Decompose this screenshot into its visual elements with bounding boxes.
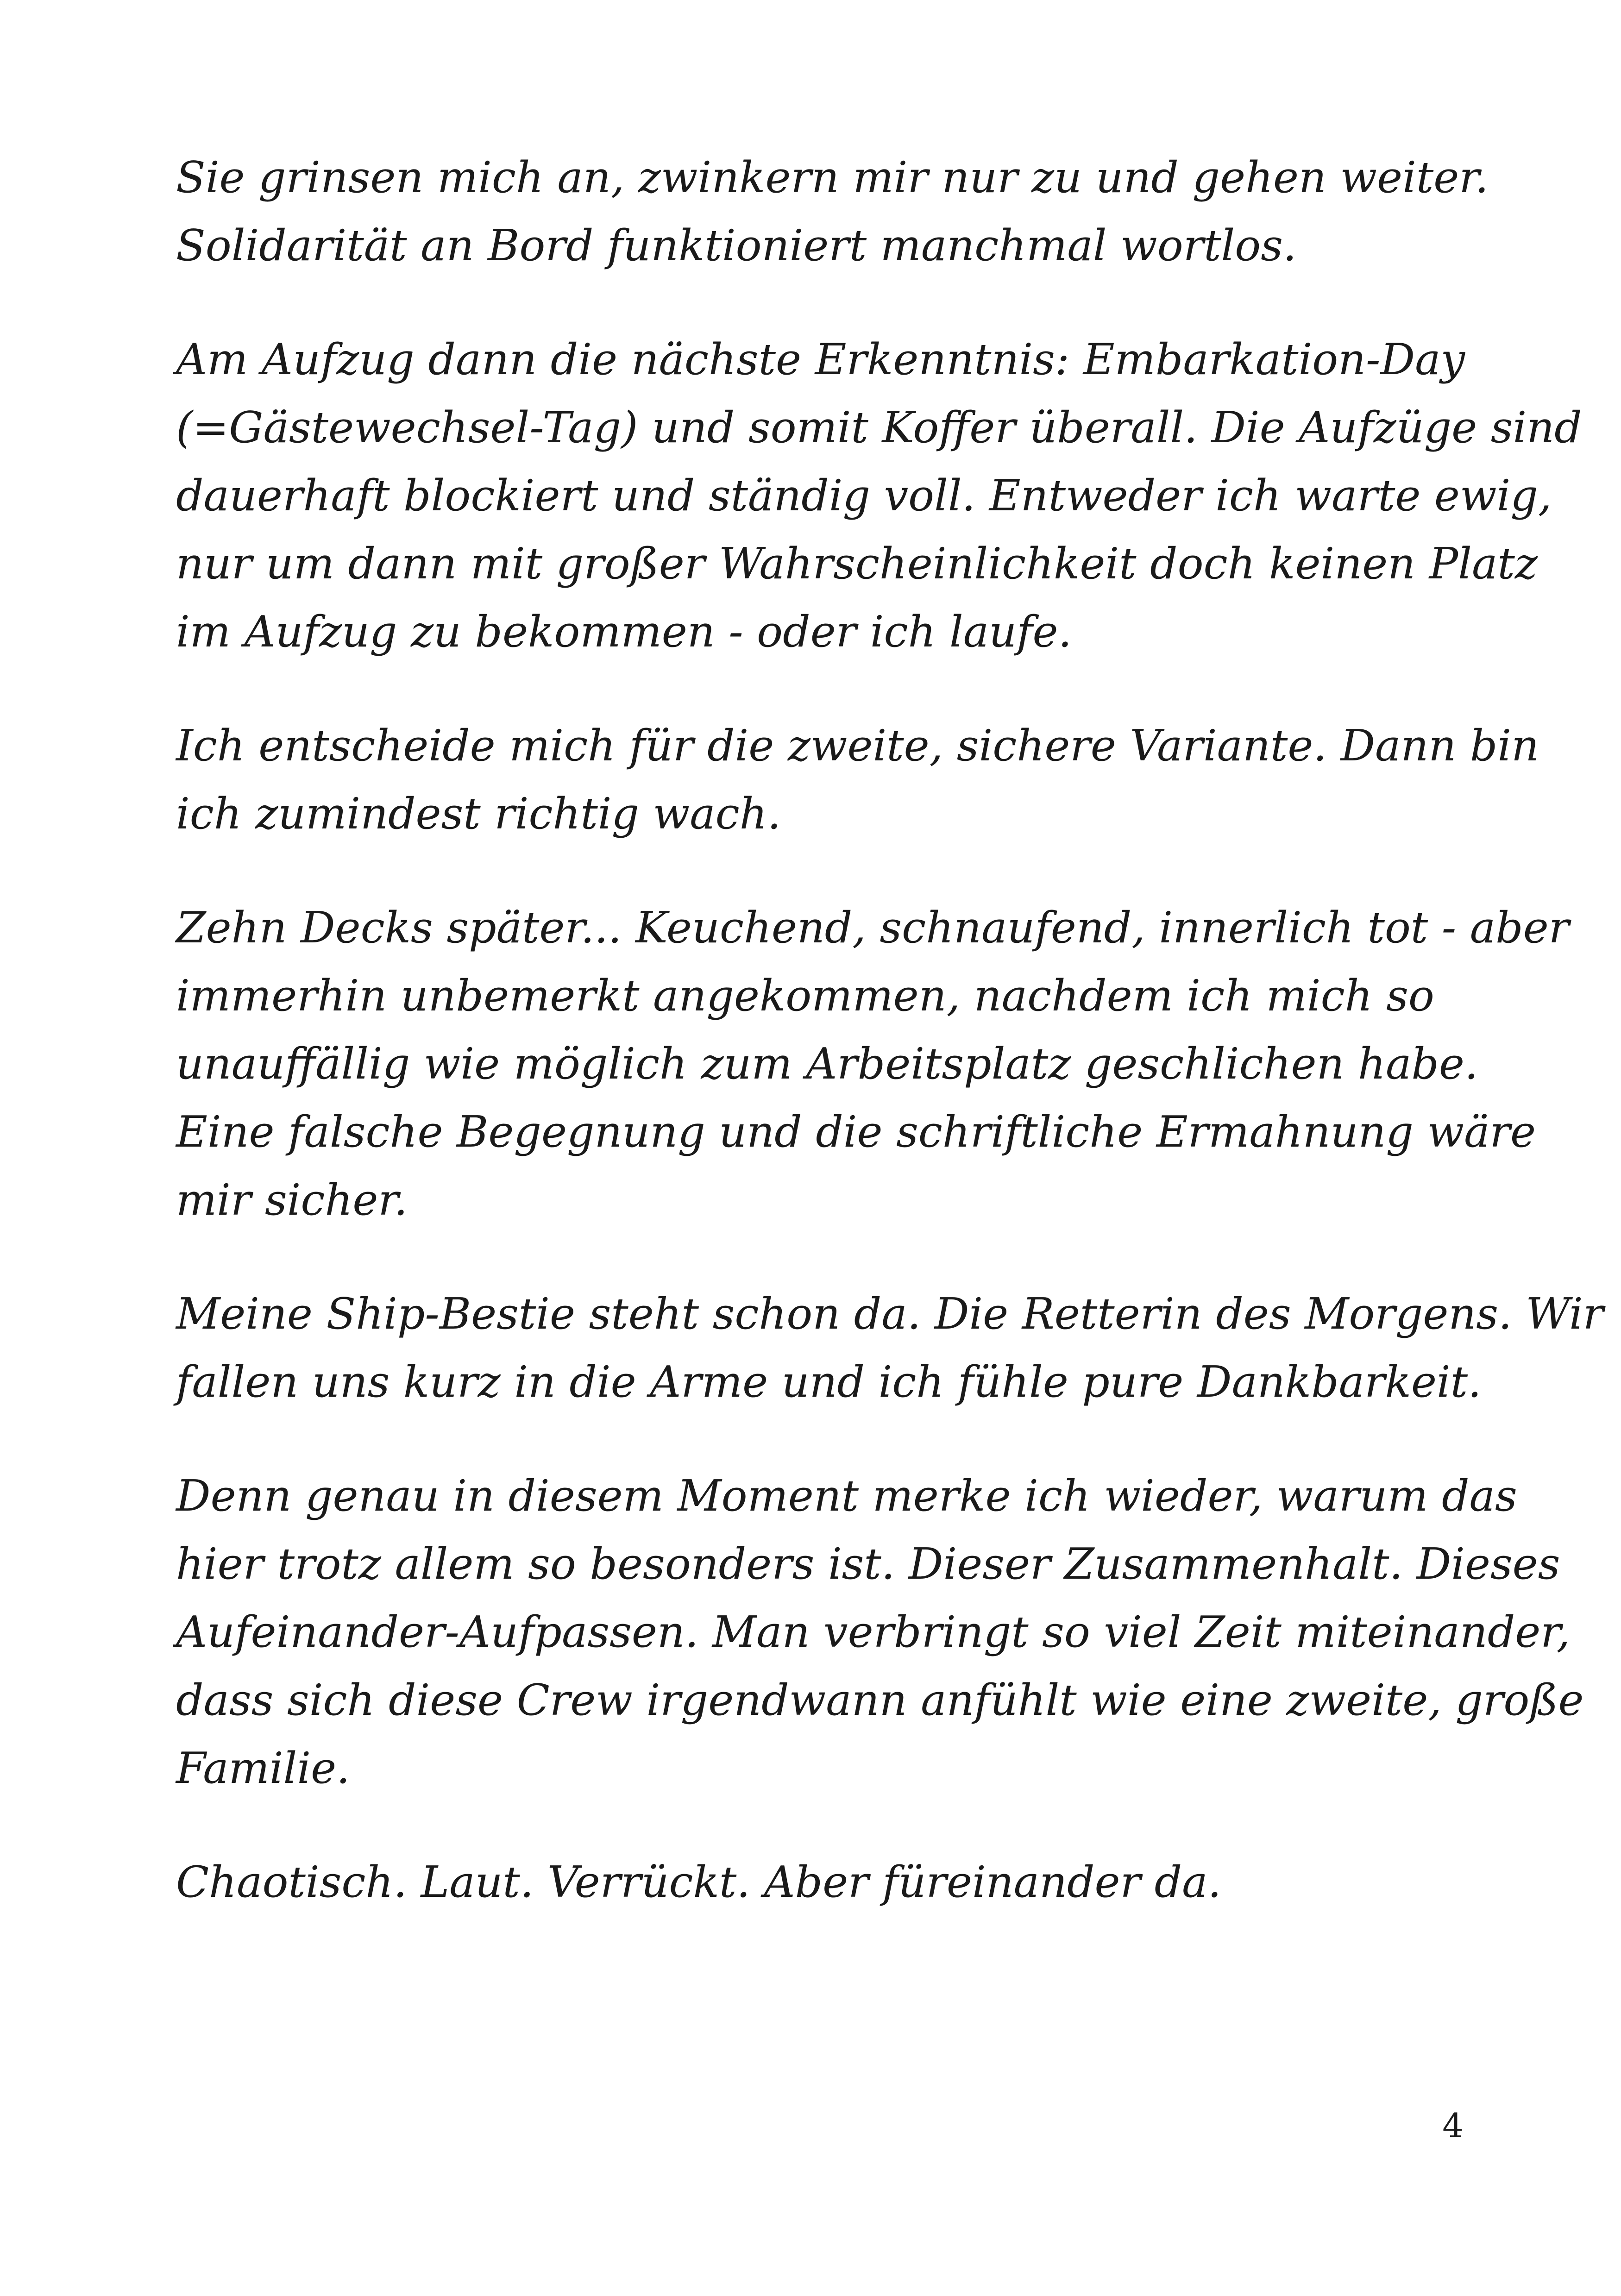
text-line: unauffällig wie möglich zum Arbeitsplatz geschlichen habe. [176, 1039, 1478, 1089]
text-line: immerhin unbemerkt angekommen, nachdem ich mich so [176, 971, 1434, 1021]
text-line: dauerhaft blockiert und ständig voll. Entweder ich warte ewig, [176, 470, 1552, 521]
paragraph [176, 144, 1489, 280]
text-line: nur um dann mit großer Wahrscheinlichkeit doch keinen Platz [176, 539, 1538, 589]
paragraph [176, 1280, 1604, 1416]
text-line: fallen uns kurz in die Arme und ich fühle pure Dankbarkeit. [176, 1357, 1482, 1407]
text-line: Eine falsche Begegnung und die schriftliche Ermahnung wäre [176, 1107, 1536, 1157]
text-line: Denn genau in diesem Moment merke ich wieder, warum das [176, 1471, 1517, 1521]
text-line: ich zumindest richtig wach. [176, 789, 781, 839]
text-line: Zehn Decks später... Keuchend, schnaufend, innerlich tot - aber [176, 903, 1570, 953]
paragraph [176, 1848, 1464, 1916]
text-line: Meine Ship-Bestie steht schon da. Die Retterin des Morgens. Wir [176, 1289, 1604, 1339]
text-line: Solidarität an Bord funktioniert manchmal wortlos. [176, 220, 1297, 270]
text-line: im Aufzug zu bekommen - oder ich laufe. [176, 607, 1072, 657]
text-line: Aufeinander-Aufpassen. Man verbringt so viel Zeit miteinander, [176, 1607, 1571, 1657]
text-line: dass sich diese Crew irgendwann anfühlt wie eine zweite, große [176, 1675, 1584, 1725]
text-line: Sie grinsen mich an, zwinkern mir nur zu und gehen weiter. [176, 152, 1489, 202]
text-line: Familie. [176, 1743, 350, 1793]
text-line: Ich entscheide mich für die zweite, sichere Variante. Dann bin [176, 721, 1539, 771]
paragraph [176, 894, 1570, 1234]
text-line: (=Gästewechsel-Tag) und somit Koffer überall. Die Aufzüge sind [176, 402, 1582, 452]
body-text [176, 144, 1604, 1962]
text-line: hier trotz allem so besonders ist. Dieser Zusammenhalt. Dieses [176, 1539, 1560, 1589]
paragraph [176, 712, 1539, 848]
text-line: Am Aufzug dann die nächste Erkenntnis: Embarkation-Day [176, 334, 1465, 384]
page-number: 4 [1442, 2106, 1464, 2145]
paragraph [176, 1462, 1584, 1802]
text-line: Chaotisch. Laut. Verrückt. Aber füreinander da. [176, 1857, 1222, 1907]
paragraph [176, 326, 1582, 666]
text-line: mir sicher. [176, 1175, 408, 1225]
